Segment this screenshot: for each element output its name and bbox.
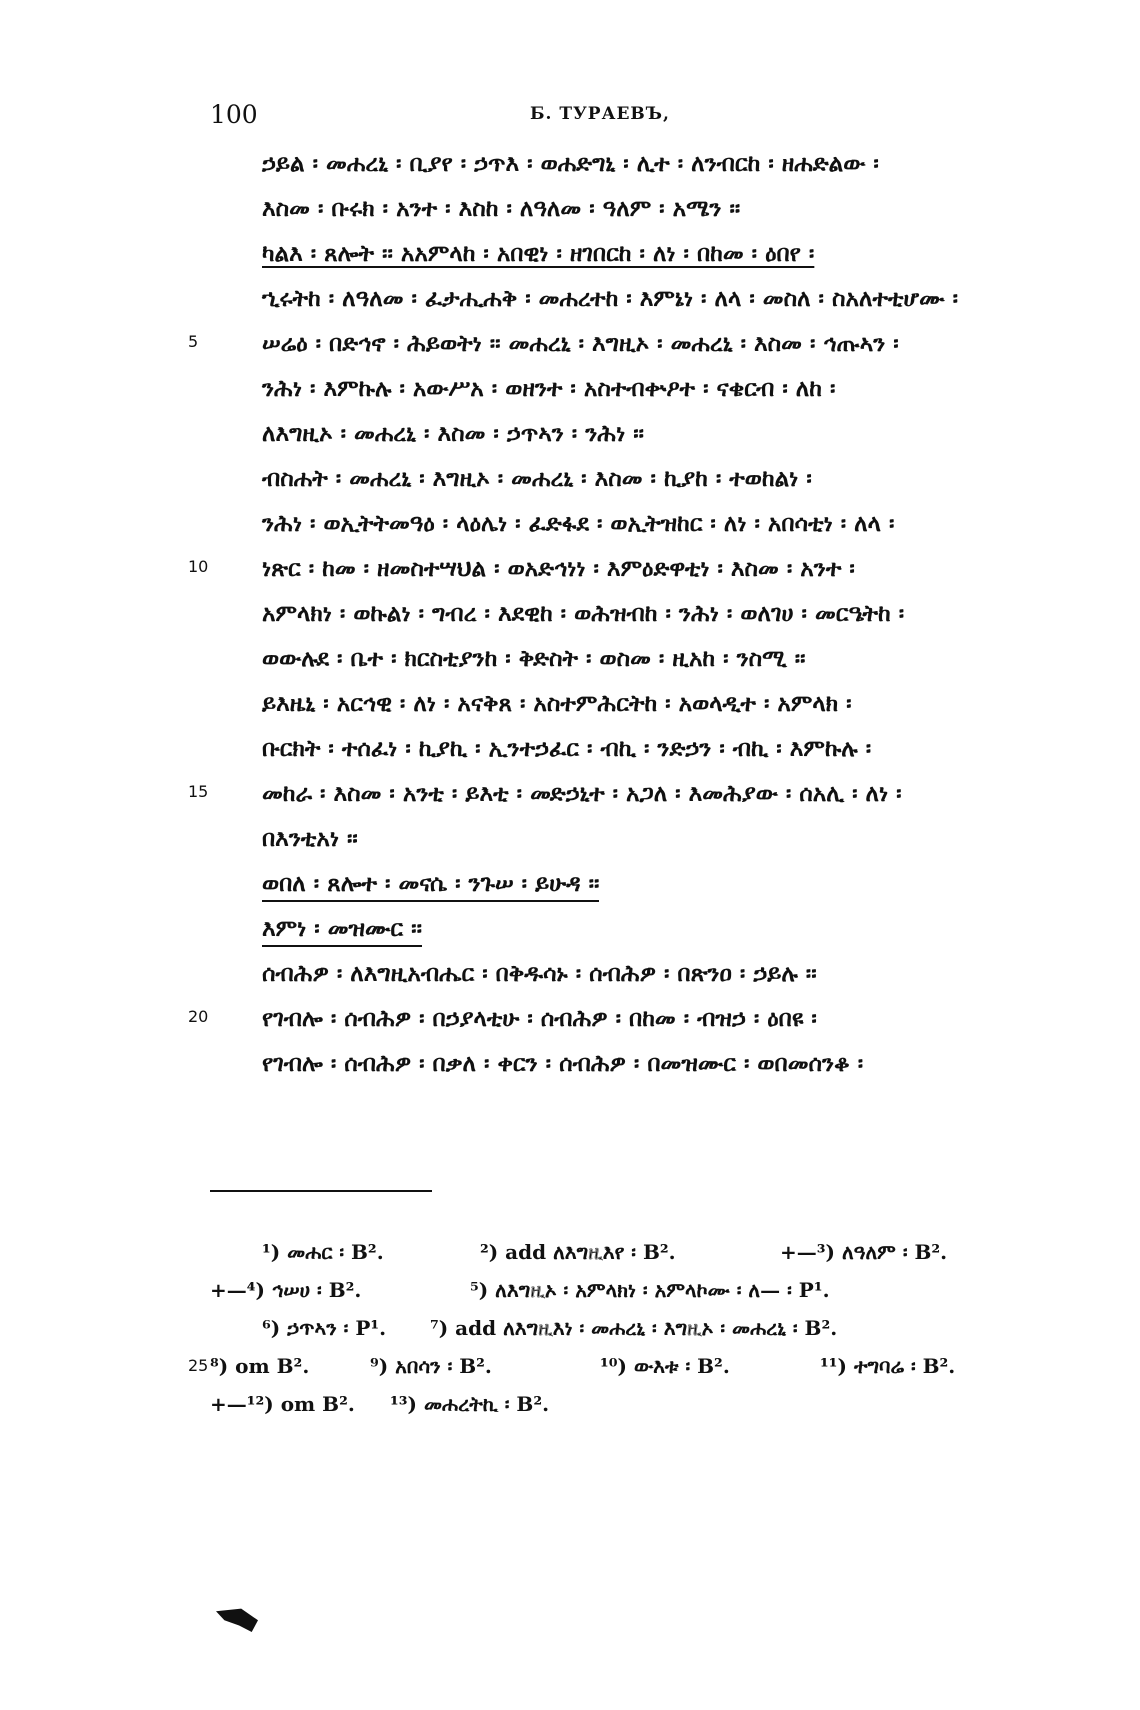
footnote: ¹) መሐር ፡ B². (262, 1240, 384, 1264)
section-heading: ወበለ ፡ ጸሎተ ፡ መናሴ ፡ ንጉሠ ፡ ይሁዳ ፡፡ (262, 870, 599, 902)
page-number: 100 (210, 100, 258, 129)
text-line: ኃይል ፡ መሐረኒ ፡ ቢያየ ፡ ኃጥእ ፡ ወሐድግኒ ፡ ሊተ ፡ ለንብርከ ፡ ዘሐድልው ፡ (262, 150, 879, 177)
footnote: ⁵) ለእግዚኦ ፡ አምላክነ ፡ አምላኮሙ ፡ ለ— ፡ P¹. (470, 1278, 830, 1302)
text-line: ይእዜኒ ፡ አርኅዊ ፡ ለነ ፡ አናቅጸ ፡ አስተምሕርትከ ፡ አወላዲተ ፡ አምላክ ፡ (262, 690, 852, 717)
text-line: ብስሐት ፡ መሐረኒ ፡ እግዚኦ ፡ መሐረኒ ፡ እስመ ፡ ኪያከ ፡ ተወከልነ ፡ (262, 465, 812, 492)
text-line: ሰብሕዎ ፡ ለእግዚአብሔር ፡ በቅዱሳኑ ፡ ሰብሕዎ ፡ በጽንዐ ፡ ኃይሉ ፡፡ (262, 960, 817, 987)
footnote: +—¹²) om B². (210, 1392, 355, 1416)
text-line (262, 240, 980, 267)
footnote-rule (210, 1190, 432, 1192)
ink-blot (216, 1606, 258, 1632)
section-heading: እምነ ፡ መዝሙር ፡፡ (262, 915, 422, 947)
text-line: የገብሎ ፡ ሰብሕዎ ፡ በኃያላቲሁ ፡ ሰብሕዎ ፡ በከመ ፡ ብዝኃ ፡ ዕበዩ ፡ (262, 1005, 817, 1032)
text-line: በእንቲአነ ። (262, 825, 358, 852)
text-line: እስመ ፡ ቡሩክ ፡ አንተ ፡ እስከ ፡ ለዓለመ ፡ ዓለም ፡ አሜን ። (262, 195, 741, 222)
text-line (262, 915, 980, 947)
text-line: ንሕነ ፡ ወኢትትመዓዕ ፡ ላዕሌነ ፡ ፈድፋደ ፡ ወኢትዝከር ፡ ለነ ፡ አበሳቲነ ፡ ለላ ፡ (262, 510, 895, 537)
footnote: +—³) ለዓለም ፡ B². (780, 1240, 948, 1264)
text-line: ለእግዚኦ ፡ መሐረኒ ፡ እስመ ፡ ኃጥኣን ፡ ንሕነ ። (262, 420, 644, 447)
text-line: አምላክነ ፡ ወኩልነ ፡ ግብረ ፡ እደዊከ ፡ ወሕዝብከ ፡ ንሕነ ፡ ወለገሀ ፡ መርዔትከ ፡ (262, 600, 905, 627)
footnote: ¹¹) ተግባሬ ፡ B². (820, 1354, 956, 1378)
footnote: ⁶) ኃጥኣን ፡ P¹. (262, 1316, 387, 1340)
line-number: 25 (188, 1356, 209, 1375)
text-line: ቡርክት ፡ ተሰፈነ ፡ ኪያኪ ፡ ኢንተኃፈር ፡ ብኪ ፡ ንድኃን ፡ ብኪ ፡ እምኩሉ ፡ (262, 735, 872, 762)
line-number: 15 (188, 782, 209, 801)
text-line: ኂሩትከ ፡ ለዓለመ ፡ ፈታሒሐቅ ፡ መሐረተከ ፡ እምኔነ ፡ ለላ ፡ መስለ ፡ ስአለተቲሆሙ ፡ (262, 285, 959, 312)
footnote: ¹³) መሐረትኪ ፡ B². (390, 1392, 550, 1416)
section-heading: ካልእ ፡ ጸሎት ፡፡ አአምላከ ፡ አበዊነ ፡ ዘገበርከ ፡ ለነ ፡ በከመ ፡ ዕበየ ፡ (262, 240, 815, 267)
text-line: መከራ ፡ እስመ ፡ አንቲ ፡ ይእቲ ፡ መድኃኒተ ፡ አጋለ ፡ እመሕያው ፡ ሰአሊ ፡ ለነ ፡ (262, 780, 902, 807)
text-line (262, 870, 980, 902)
text-line: ወውሉደ ፡ ቤተ ፡ ክርስቲያንከ ፡ ቅድስት ፡ ወስመ ፡ ዚአከ ፡ ንስሚ ። (262, 645, 806, 672)
footnote: ²) add ለእግዚእየ ፡ B². (480, 1240, 676, 1264)
line-number: 10 (188, 557, 209, 576)
footnote: ¹⁰) ውእቱ ፡ B². (600, 1354, 730, 1378)
line-number: 5 (188, 332, 199, 351)
footnote: ⁸) om B². (210, 1354, 310, 1378)
text-line: የገብሎ ፡ ሰብሕዎ ፡ በቃለ ፡ ቀርን ፡ ሰብሕዎ ፡ በመዝሙር ፡ ወበመሰንቆ ፡ (262, 1050, 864, 1077)
text-line: ነጽር ፡ ከመ ፡ ዘመስተሣህል ፡ ወአድኅነነ ፡ እምዕድዋቲነ ፡ እስመ ፡ አንተ ፡ (262, 555, 855, 582)
footnote: ⁷) add ለእግዚእነ ፡ መሐረኒ ፡ እግዚኦ ፡ መሐረኒ ፡ B². (430, 1316, 838, 1340)
footnote: ⁹) አበሳን ፡ B². (370, 1354, 492, 1378)
text-line: ሠሬዕ ፡ በድኅኖ ፡ ሕይወትነ ፡፡ መሐረኒ ፡ እግዚኦ ፡ መሐረኒ ፡ እስመ ፡ ኅጡኣን ፡ (262, 330, 899, 357)
footnote: +—⁴) ኅሠሀ ፡ B². (210, 1278, 362, 1302)
text-line: ንሕነ ፡ እምኩሉ ፡ አውሥአ ፡ ወዘንተ ፡ አስተብቍዖተ ፡ ናቄርብ ፡ ለከ ፡ (262, 375, 836, 402)
running-head: Б. ТУРАЕВЪ, (530, 104, 670, 124)
line-number: 20 (188, 1007, 209, 1026)
